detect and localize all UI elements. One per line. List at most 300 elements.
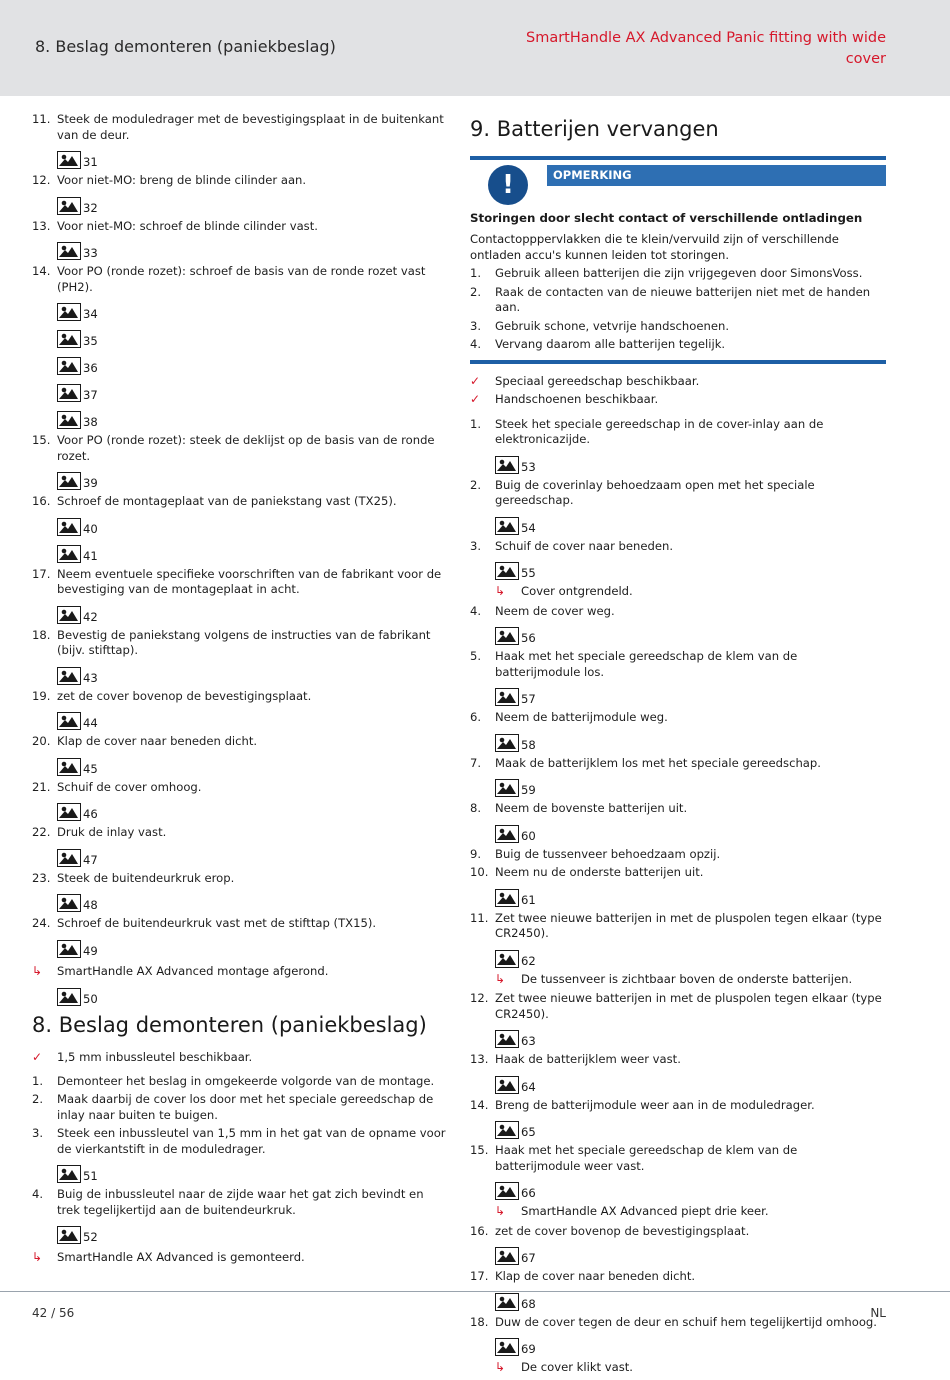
step-text: [32, 780, 450, 796]
step-text: [32, 1126, 450, 1157]
step-number: 14.: [32, 264, 51, 278]
step-description: Voor niet-MO: schroef de blinde cilinder vast.: [57, 218, 318, 233]
result-arrow-icon: ↳: [495, 1360, 506, 1374]
figure-reference: [57, 983, 450, 1006]
step-description: Raak de contacten van de nieuwe batterijen niet met de handen aan.: [495, 284, 871, 314]
list-item: [32, 264, 450, 429]
image-placeholder-icon: [495, 1121, 519, 1139]
image-placeholder-icon: [57, 1226, 81, 1244]
figure-number: 64: [521, 1079, 536, 1094]
figure-reference: [495, 512, 886, 535]
step-result: [470, 1360, 886, 1376]
language-code: NL: [870, 1306, 886, 1320]
prerequisite-item: [470, 392, 886, 408]
figure-reference: [57, 889, 450, 912]
step-description: Schuif de cover omhoog.: [57, 779, 202, 794]
note-header: [470, 160, 886, 206]
figure-reference: [57, 798, 450, 821]
result-arrow-icon: ↳: [495, 971, 506, 986]
figure-reference: [57, 379, 450, 402]
step-description: Zet twee nieuwe batterijen in met de pluspolen tegen elkaar (type CR2450).: [495, 910, 882, 940]
step-description: Duw de cover tegen de deur en schuif hem tegelijkertijd omhoog.: [495, 1314, 877, 1329]
list-item: [470, 991, 886, 1048]
step-description: Buig de tussenveer behoedzaam opzij.: [495, 846, 721, 861]
figure-number: 44: [83, 716, 98, 730]
figure-number: 68: [521, 1296, 536, 1311]
step-description: Gebruik alleen batterijen die zijn vrijgegeven door SimonsVoss.: [495, 266, 863, 280]
figure-reference: [57, 513, 450, 536]
step-text: [470, 1315, 886, 1331]
image-placeholder-icon: [57, 606, 81, 624]
step-description: Maak de batterijklem los met het speciale gereedschap.: [495, 755, 821, 770]
result-text: De tussenveer is zichtbaar boven de onderste batterijen.: [521, 971, 853, 986]
figure-number: 51: [83, 1169, 98, 1183]
step-description: Maak daarbij de cover los door met het speciale gereedschap de inlay naar buiten te buigen.: [57, 1092, 434, 1122]
step-text: [470, 1098, 886, 1114]
prerequisite-item: [470, 374, 886, 390]
prerequisite-text: Handschoenen beschikbaar.: [495, 392, 659, 406]
step-text: [32, 1187, 450, 1218]
step-description: Demonteer het beslag in omgekeerde volgorde van de montage.: [57, 1073, 435, 1088]
list-item: [470, 911, 886, 988]
step-description: Zet twee nieuwe batterijen in met de pluspolen tegen elkaar (type CR2450).: [495, 991, 882, 1021]
image-placeholder-icon: [495, 779, 519, 797]
result-arrow-icon: ↳: [32, 963, 43, 978]
list-item: [470, 1224, 886, 1266]
image-placeholder-icon: [495, 734, 519, 752]
figure-reference: [57, 237, 450, 260]
list-item: [470, 865, 886, 907]
figure-number: 63: [521, 1034, 536, 1048]
step-text: [32, 628, 450, 659]
figure-reference: [57, 707, 450, 730]
figure-reference: [495, 884, 886, 907]
list-item: [32, 780, 450, 822]
list-item: [470, 1269, 886, 1311]
step-description: Breng de batterijmodule weer aan in de moduledrager.: [495, 1097, 815, 1112]
list-item: [470, 539, 886, 600]
list-item: [470, 801, 886, 843]
step-number: 14.: [470, 1097, 489, 1112]
note-box: [470, 156, 886, 364]
step-number: 9.: [470, 846, 482, 861]
figure-reference: [495, 451, 886, 474]
image-placeholder-icon: [57, 411, 81, 429]
step-number: 12.: [470, 991, 489, 1005]
figure-number: 54: [521, 520, 536, 535]
figure-number: 41: [83, 548, 98, 563]
step-number: 21.: [32, 779, 51, 794]
image-placeholder-icon: [495, 456, 519, 474]
step-text: [470, 801, 886, 817]
step-text: [32, 494, 450, 510]
step-text: [32, 264, 450, 295]
section-9-heading: 9. Batterijen vervangen: [470, 117, 719, 141]
step-number: 7.: [470, 755, 482, 770]
step-description: Druk de inlay vast.: [57, 825, 167, 839]
list-item: [32, 433, 450, 490]
result-arrow-icon: ↳: [32, 1250, 43, 1264]
step-number: 1.: [470, 416, 482, 431]
image-placeholder-icon: [57, 1165, 81, 1183]
step-text: [32, 1074, 450, 1090]
step-number: 12.: [32, 173, 51, 187]
step-number: 20.: [32, 734, 51, 748]
page-header: [0, 0, 950, 96]
header-product-title: SmartHandle AX Advanced Panic fitting with wide cover: [526, 30, 886, 67]
figure-number: 45: [83, 761, 98, 776]
step-description: Steek een inbussleutel van 1,5 mm in het gat van de opname voor de vierkantstift in de moduledrager.: [57, 1126, 446, 1156]
step-description: Haak met het speciale gereedschap de klem van de batterijmodule los.: [495, 649, 798, 679]
list-item: [32, 173, 450, 215]
step-text: [470, 991, 886, 1022]
image-placeholder-icon: [495, 1338, 519, 1356]
step-description: Schroef de montageplaat van de paniekstang vast (TX25).: [57, 494, 397, 508]
checkmark-icon: ✓: [32, 1050, 43, 1064]
result-text: SmartHandle AX Advanced montage afgerond.: [57, 963, 329, 978]
step-text: [32, 734, 450, 750]
image-placeholder-icon: [495, 1030, 519, 1048]
step-text: [470, 539, 886, 555]
step-description: Neem eventuele specifieke voorschriften van de fabrikant voor de bevestiging van de montageplaat in acht.: [57, 566, 442, 596]
step-number: 13.: [470, 1052, 489, 1066]
list-item: [470, 604, 886, 646]
figure-number: 46: [83, 807, 98, 821]
figure-number: 34: [83, 307, 98, 321]
image-placeholder-icon: [57, 151, 81, 169]
figure-number: 32: [83, 200, 98, 215]
list-item: [470, 417, 886, 474]
figure-number: 61: [521, 892, 536, 907]
step-text: [470, 1224, 886, 1240]
step-description: Neem de batterijmodule weg.: [495, 710, 668, 724]
step-description: Buig de coverinlay behoedzaam open met het speciale gereedschap.: [495, 477, 815, 507]
list-item: [470, 478, 886, 535]
image-placeholder-icon: [57, 894, 81, 912]
note-label: OPMERKING: [547, 165, 886, 186]
step-number: 1.: [32, 1073, 44, 1088]
step-text: [470, 417, 886, 448]
figure-reference: [57, 352, 450, 375]
step-number: 5.: [470, 649, 482, 663]
list-item: [470, 1315, 886, 1376]
step-number: 22.: [32, 825, 51, 839]
step-result: [470, 972, 886, 988]
prerequisite-text: Speciaal gereedschap beschikbaar.: [495, 373, 700, 388]
step-description: Steek het speciale gereedschap in de cover-inlay aan de elektronicazijde.: [495, 416, 824, 446]
step-description: Bevestig de paniekstang volgens de instructies van de fabrikant (bijv. stifttap).: [57, 627, 431, 657]
page-number: 42 / 56: [32, 1306, 75, 1320]
figure-reference: [57, 540, 450, 563]
list-item: [32, 1126, 450, 1183]
step-number: 2.: [470, 477, 482, 492]
step-text: [470, 1143, 886, 1174]
figure-reference: [57, 753, 450, 776]
figure-reference: [495, 683, 886, 706]
step-description: Voor PO (ronde rozet): schroef de basis van de ronde rozet vast (PH2).: [57, 264, 426, 294]
list-item: [32, 734, 450, 776]
figure-number: 58: [521, 737, 536, 752]
step-text: [470, 911, 886, 942]
step-text: [470, 1269, 886, 1285]
step-number: 16.: [32, 494, 51, 508]
step-result: [470, 1204, 886, 1220]
step-number: 13.: [32, 218, 51, 233]
list-item: [470, 649, 886, 706]
list-item: [470, 756, 886, 798]
step-description: Vervang daarom alle batterijen tegelijk.: [495, 337, 726, 351]
step-text: [470, 604, 886, 620]
image-placeholder-icon: [57, 849, 81, 867]
step-text: [470, 649, 886, 680]
step-description: Neem nu de onderste batterijen uit.: [495, 865, 704, 879]
step-text: [32, 433, 450, 464]
footer-divider: [0, 1291, 950, 1292]
result-text: SmartHandle AX Advanced piept drie keer.: [521, 1204, 769, 1218]
step-description: Steek de buitendeurkruk erop.: [57, 870, 235, 885]
figure-number: 66: [521, 1186, 536, 1200]
checkmark-icon: ✓: [470, 392, 481, 406]
step-text: [32, 689, 450, 705]
image-placeholder-icon: [57, 667, 81, 685]
step-text: [470, 865, 886, 881]
step-text: [32, 1092, 450, 1123]
list-item: [32, 1074, 450, 1090]
figure-number: 33: [83, 246, 98, 260]
image-placeholder-icon: [495, 517, 519, 535]
step-description: Voor PO (ronde rozet): steek de deklijst op de basis van de ronde rozet.: [57, 433, 435, 463]
step-text: [470, 1052, 886, 1068]
list-item: [32, 689, 450, 731]
right-column: [470, 112, 886, 1380]
figure-reference: [57, 406, 450, 429]
assembly-result: [32, 964, 450, 980]
figure-number: 40: [83, 521, 98, 536]
step-description: Voor niet-MO: breng de blinde cilinder aan.: [57, 173, 307, 187]
step-number: 18.: [32, 627, 51, 642]
note-title: Storingen door slecht contact of verschillende ontladingen: [470, 211, 863, 225]
result-text: Cover ontgrendeld.: [521, 584, 633, 598]
step-number: 2.: [32, 1092, 44, 1106]
figure-reference: [495, 1177, 886, 1200]
figure-reference: [495, 729, 886, 752]
step-description: Gebruik schone, vetvrije handschoenen.: [495, 318, 730, 333]
step-number: 3.: [32, 1126, 44, 1140]
step-number: 8.: [470, 801, 482, 815]
step-text: [32, 173, 450, 189]
note-bottom-bar: [470, 360, 886, 364]
image-placeholder-icon: [495, 627, 519, 645]
step-text: [470, 478, 886, 509]
image-placeholder-icon: [57, 758, 81, 776]
note-list-item: [470, 266, 886, 282]
figure-reference: [57, 662, 450, 685]
note-list-item: [470, 319, 886, 335]
figure-reference: [57, 467, 450, 490]
step-number: 15.: [470, 1143, 489, 1157]
figure-reference: [57, 1221, 450, 1244]
step-number: 19.: [32, 688, 51, 703]
figure-reference: [495, 820, 886, 843]
figure-reference: [495, 1025, 886, 1048]
image-placeholder-icon: [495, 1182, 519, 1200]
image-placeholder-icon: [57, 988, 81, 1006]
list-item: [32, 628, 450, 685]
figure-number: 62: [521, 953, 536, 968]
step-number: 11.: [32, 112, 51, 126]
figure-number: 48: [83, 898, 98, 912]
result-text: SmartHandle AX Advanced is gemonteerd.: [57, 1250, 305, 1264]
step-number: 17.: [32, 566, 51, 581]
step-number: 11.: [470, 910, 489, 925]
figure-number: 52: [83, 1230, 98, 1244]
step-description: Neem de cover weg.: [495, 603, 615, 618]
list-item: [470, 1098, 886, 1140]
list-item: [470, 710, 886, 752]
prerequisite-text: 1,5 mm inbussleutel beschikbaar.: [57, 1050, 253, 1064]
figure-number: 37: [83, 388, 98, 402]
result-arrow-icon: ↳: [495, 584, 506, 598]
list-item: [32, 1187, 450, 1244]
figure-number: 39: [83, 476, 98, 490]
step-number: 16.: [470, 1223, 489, 1238]
figure-number: 31: [83, 155, 98, 169]
image-placeholder-icon: [57, 518, 81, 536]
image-placeholder-icon: [495, 562, 519, 580]
list-item: [32, 825, 450, 867]
step-text: [32, 112, 450, 143]
disassembly-result: [32, 1250, 450, 1266]
figure-number: 56: [521, 631, 536, 645]
figure-number: 49: [83, 943, 98, 958]
figure-number: 36: [83, 361, 98, 375]
image-placeholder-icon: [495, 1293, 519, 1311]
step-description: Haak met het speciale gereedschap de klem van de batterijmodule weer vast.: [495, 1143, 798, 1173]
figure-reference: [57, 1160, 450, 1183]
step-number: 23.: [32, 870, 51, 885]
note-text: Contactopppervlakken die te klein/vervuild zijn of verschillende ontladen accu's kunnen leiden tot storingen.: [470, 232, 839, 262]
figure-number: 60: [521, 828, 536, 843]
image-placeholder-icon: [57, 357, 81, 375]
image-placeholder-icon: [57, 384, 81, 402]
step-number: 3.: [470, 318, 482, 333]
step-text: [32, 916, 450, 932]
figure-number: 43: [83, 670, 98, 685]
note-list-item: [470, 285, 886, 316]
image-placeholder-icon: [495, 950, 519, 968]
result-arrow-icon: ↳: [495, 1204, 506, 1218]
image-placeholder-icon: [57, 545, 81, 563]
step-description: Neem de bovenste batterijen uit.: [495, 801, 688, 815]
step-number: 17.: [470, 1269, 489, 1283]
step-description: Buig de inbussleutel naar de zijde waar het gat zich bevindt en trek tegelijkertijd aan de buitendeurkruk.: [57, 1187, 424, 1217]
prerequisite-item: [32, 1050, 450, 1066]
section-8-heading: 8. Beslag demonteren (paniekbeslag): [32, 1013, 427, 1037]
list-item: [32, 219, 450, 261]
list-item: [470, 1052, 886, 1094]
image-placeholder-icon: [495, 825, 519, 843]
step-text: [32, 219, 450, 235]
step-number: 18.: [470, 1314, 489, 1329]
step-text: [32, 825, 450, 841]
header-section-title: 8. Beslag demonteren (paniekbeslag): [35, 37, 336, 56]
figure-number: 67: [521, 1251, 536, 1265]
step-text: [470, 756, 886, 772]
image-placeholder-icon: [57, 940, 81, 958]
figure-reference: [57, 325, 450, 348]
list-item: [470, 847, 886, 863]
list-item: [470, 1143, 886, 1220]
list-item: [32, 916, 450, 958]
image-placeholder-icon: [495, 1247, 519, 1265]
figure-number: 42: [83, 609, 98, 624]
figure-reference: [57, 192, 450, 215]
figure-reference: [495, 1071, 886, 1094]
figure-number: 38: [83, 415, 98, 429]
step-number: 24.: [32, 916, 51, 930]
figure-reference: [57, 935, 450, 958]
left-column: [32, 112, 450, 1270]
step-text: [32, 871, 450, 887]
image-placeholder-icon: [57, 303, 81, 321]
step-description: Klap de cover naar beneden dicht.: [57, 734, 258, 748]
figure-number: 53: [521, 459, 536, 474]
step-description: zet de cover bovenop de bevestigingsplaat.: [495, 1223, 750, 1238]
figure-number: 55: [521, 566, 536, 580]
list-item: [32, 1092, 450, 1123]
step-description: Schroef de buitendeurkruk vast met de stifttap (TX15).: [57, 916, 377, 930]
figure-reference: [495, 622, 886, 645]
figure-number: 57: [521, 692, 536, 706]
image-placeholder-icon: [57, 712, 81, 730]
image-placeholder-icon: [57, 242, 81, 260]
step-number: 4.: [470, 337, 482, 351]
figure-number: 50: [83, 992, 98, 1006]
figure-number: 69: [521, 1342, 536, 1356]
step-number: 3.: [470, 538, 482, 553]
step-number: 1.: [470, 266, 482, 280]
step-text: [470, 710, 886, 726]
list-item: [32, 494, 450, 563]
step-description: Schuif de cover naar beneden.: [495, 538, 674, 553]
figure-number: 35: [83, 334, 98, 348]
step-text: [470, 847, 886, 863]
image-placeholder-icon: [57, 197, 81, 215]
figure-reference: [495, 557, 886, 580]
figure-reference: [495, 1333, 886, 1356]
image-placeholder-icon: [495, 688, 519, 706]
step-number: 15.: [32, 433, 51, 447]
figure-reference: [495, 774, 886, 797]
figure-number: 47: [83, 852, 98, 867]
step-number: 2.: [470, 284, 482, 299]
image-placeholder-icon: [57, 330, 81, 348]
figure-reference: [495, 1242, 886, 1265]
figure-reference: [57, 146, 450, 169]
note-list-item: [470, 337, 886, 353]
image-placeholder-icon: [495, 1076, 519, 1094]
step-text: [32, 567, 450, 598]
result-text: De cover klikt vast.: [521, 1360, 633, 1374]
list-item: [32, 112, 450, 169]
step-number: 10.: [470, 865, 489, 879]
list-item: [32, 871, 450, 913]
step-number: 6.: [470, 710, 482, 724]
image-placeholder-icon: [57, 803, 81, 821]
figure-reference: [57, 844, 450, 867]
figure-number: 65: [521, 1125, 536, 1139]
figure-reference: [495, 1116, 886, 1139]
